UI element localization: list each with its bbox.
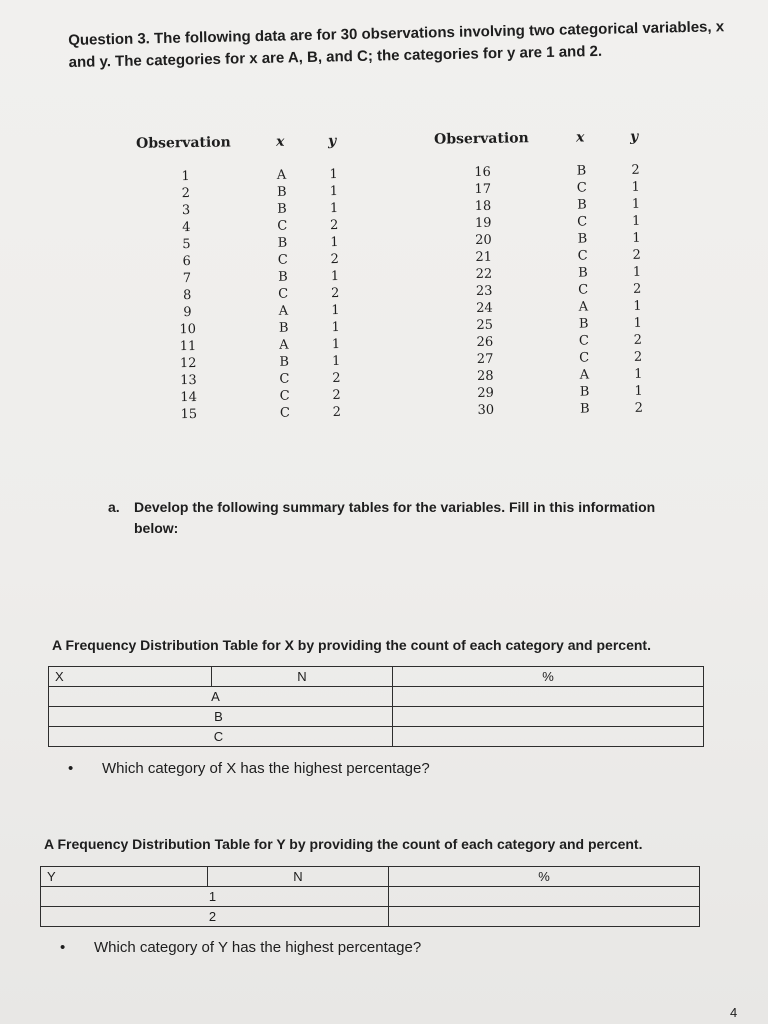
left-x-cell: B <box>279 354 290 370</box>
freq-x-header-var: X <box>49 667 212 687</box>
right-x-cell: A <box>578 299 589 315</box>
right-obs-cell: 19 <box>474 215 492 232</box>
right-y-cell: 2 <box>633 332 643 348</box>
left-y-cell: 2 <box>332 387 341 404</box>
right-y-cell: 1 <box>632 230 641 246</box>
freq-y-cat-1: 1 <box>208 889 217 904</box>
left-y-cell: 2 <box>330 217 339 234</box>
header-x-left: x <box>275 133 285 150</box>
question-prompt <box>68 16 729 74</box>
left-x-cell: A <box>278 303 289 319</box>
left-y-cell: 2 <box>330 285 340 302</box>
freq-y-table <box>40 866 700 927</box>
header-observation-left: Observation <box>135 134 231 152</box>
data-rows <box>120 162 680 423</box>
freq-y-cat-2: 2 <box>208 909 217 924</box>
right-x-cell: C <box>577 248 588 264</box>
freq-y-header-pct: % <box>389 867 700 887</box>
left-y-cell: 1 <box>330 234 339 251</box>
right-x-cell: A <box>579 367 590 383</box>
freq-x-header-pct: % <box>393 667 704 687</box>
left-x-cell: C <box>279 388 290 404</box>
left-y-cell: 1 <box>330 268 340 285</box>
freq-x-row-b <box>49 707 704 727</box>
right-obs-cell: 23 <box>475 283 493 300</box>
left-obs-cell: 9 <box>183 305 192 321</box>
left-obs-cell: 11 <box>179 338 197 355</box>
freq-x-pct-b[interactable] <box>393 707 704 727</box>
right-y-cell: 1 <box>633 298 642 314</box>
left-y-cell: 2 <box>332 370 341 387</box>
left-obs-cell: 1 <box>181 169 190 185</box>
right-obs-cell: 20 <box>475 232 492 249</box>
freq-y-row-2 <box>41 907 700 927</box>
part-a-instruction <box>108 497 708 539</box>
left-obs-cell: 7 <box>182 271 192 287</box>
freq-x-question <box>68 760 430 777</box>
left-x-cell: B <box>278 320 289 336</box>
left-obs-cell: 6 <box>182 254 192 270</box>
right-obs-cell: 25 <box>476 317 494 334</box>
right-obs-cell: 16 <box>474 164 491 181</box>
left-obs-cell: 12 <box>179 355 197 372</box>
right-x-cell: B <box>577 231 588 247</box>
right-x-cell: B <box>579 401 590 417</box>
left-obs-cell: 8 <box>182 288 192 304</box>
left-x-cell: A <box>276 167 287 183</box>
part-a-text: Develop the following summary tables for the variables. Fill in this information below: <box>134 499 656 536</box>
right-obs-cell: 17 <box>474 181 492 198</box>
freq-x-table <box>48 666 704 747</box>
header-x-right: x <box>575 129 585 146</box>
left-y-cell: 1 <box>329 183 339 200</box>
left-x-cell: C <box>279 405 290 421</box>
left-y-cell: 1 <box>329 200 339 217</box>
right-x-cell: B <box>577 197 587 213</box>
right-y-cell: 1 <box>631 179 641 195</box>
freq-y-row-1 <box>41 887 700 907</box>
freq-x-pct-a[interactable] <box>393 687 704 707</box>
freq-y-header-n: N <box>208 867 389 887</box>
freq-y-question <box>60 939 421 956</box>
page-number: 4 <box>730 1005 738 1020</box>
freq-y-header-var: Y <box>41 867 208 887</box>
right-x-cell: C <box>579 350 590 366</box>
right-obs-cell: 26 <box>476 334 494 351</box>
part-a-letter: a. <box>108 499 120 515</box>
right-x-cell: C <box>578 282 589 298</box>
left-y-cell: 1 <box>331 336 341 353</box>
right-obs-cell: 30 <box>477 402 495 419</box>
left-x-cell: B <box>278 269 288 285</box>
left-y-cell: 1 <box>331 319 340 336</box>
freq-x-header-n: N <box>212 667 393 687</box>
right-obs-cell: 22 <box>475 266 493 283</box>
left-y-cell: 1 <box>331 302 340 319</box>
right-obs-cell: 27 <box>476 351 494 368</box>
left-x-cell: A <box>279 337 289 353</box>
observation-data-table <box>120 128 680 423</box>
left-x-cell: C <box>279 371 290 387</box>
bullet-icon: • <box>60 939 66 956</box>
right-y-cell: 1 <box>633 315 642 331</box>
right-x-cell: C <box>576 180 587 196</box>
right-y-cell: 1 <box>631 213 641 229</box>
right-obs-cell: 18 <box>474 198 492 215</box>
left-x-cell: B <box>276 184 287 200</box>
freq-y-pct-2[interactable] <box>389 907 700 927</box>
right-obs-cell: 28 <box>477 368 494 385</box>
freq-x-header-row <box>49 667 704 687</box>
left-obs-cell: 14 <box>180 389 198 406</box>
freq-x-cat-b: B <box>214 709 223 724</box>
right-y-cell: 2 <box>634 400 644 416</box>
left-obs-cell: 4 <box>182 220 191 236</box>
right-x-cell: B <box>578 265 588 281</box>
left-obs-cell: 2 <box>181 186 191 202</box>
freq-x-cat-c: C <box>213 729 224 744</box>
left-obs-cell: 5 <box>182 237 191 253</box>
right-y-cell: 1 <box>631 196 641 212</box>
right-x-cell: B <box>579 384 590 400</box>
left-y-cell: 1 <box>331 353 341 370</box>
freq-x-question-text: Which category of X has the highest percentage? <box>102 760 430 777</box>
freq-x-cat-a: A <box>211 689 220 704</box>
right-y-cell: 2 <box>632 247 641 263</box>
right-x-cell: B <box>576 163 587 179</box>
right-y-cell: 2 <box>633 349 643 365</box>
right-y-cell: 1 <box>634 366 643 382</box>
freq-y-header-row <box>41 867 700 887</box>
left-x-cell: C <box>277 252 288 268</box>
left-y-cell: 2 <box>330 251 339 268</box>
right-x-cell: B <box>578 316 589 332</box>
freq-y-title: A Frequency Distribution Table for Y by providing the count of each category and percent. <box>44 836 643 852</box>
right-y-cell: 1 <box>634 383 643 399</box>
freq-x-title: A Frequency Distribution Table for X by providing the count of each category and percent. <box>52 637 651 653</box>
left-x-cell: B <box>277 235 288 251</box>
left-x-cell: C <box>277 218 288 234</box>
question-line-2: and y. The categories for x are A, B, and C; the categories for y are 1 and 2. <box>68 42 603 71</box>
bullet-icon: • <box>68 760 74 777</box>
left-y-cell: 1 <box>329 166 338 183</box>
left-y-cell: 2 <box>332 404 342 421</box>
right-y-cell: 1 <box>632 264 642 280</box>
left-obs-cell: 13 <box>180 372 197 389</box>
left-obs-cell: 10 <box>179 321 197 338</box>
freq-y-question-text: Which category of Y has the highest percentage? <box>94 939 422 956</box>
right-y-cell: 2 <box>632 281 642 297</box>
freq-y-pct-1[interactable] <box>389 887 700 907</box>
left-x-cell: B <box>277 201 287 217</box>
right-x-cell: C <box>577 214 588 230</box>
header-observation-right: Observation <box>433 130 529 148</box>
header-y-right: y <box>629 128 639 145</box>
right-obs-cell: 21 <box>475 249 493 266</box>
left-x-cell: C <box>278 286 289 302</box>
right-obs-cell: 24 <box>476 300 493 317</box>
freq-x-pct-c[interactable] <box>393 727 704 747</box>
right-obs-cell: 29 <box>477 385 494 402</box>
freq-x-row-a <box>49 687 704 707</box>
right-y-cell: 2 <box>631 162 640 178</box>
right-x-cell: C <box>578 333 589 349</box>
header-y-left: y <box>327 132 337 150</box>
left-obs-cell: 3 <box>181 203 191 219</box>
freq-x-row-c <box>49 727 704 747</box>
left-obs-cell: 15 <box>180 406 198 423</box>
question-line-1: Question 3. The following data are for 30 observations involving two categorical variables, x <box>68 18 725 49</box>
